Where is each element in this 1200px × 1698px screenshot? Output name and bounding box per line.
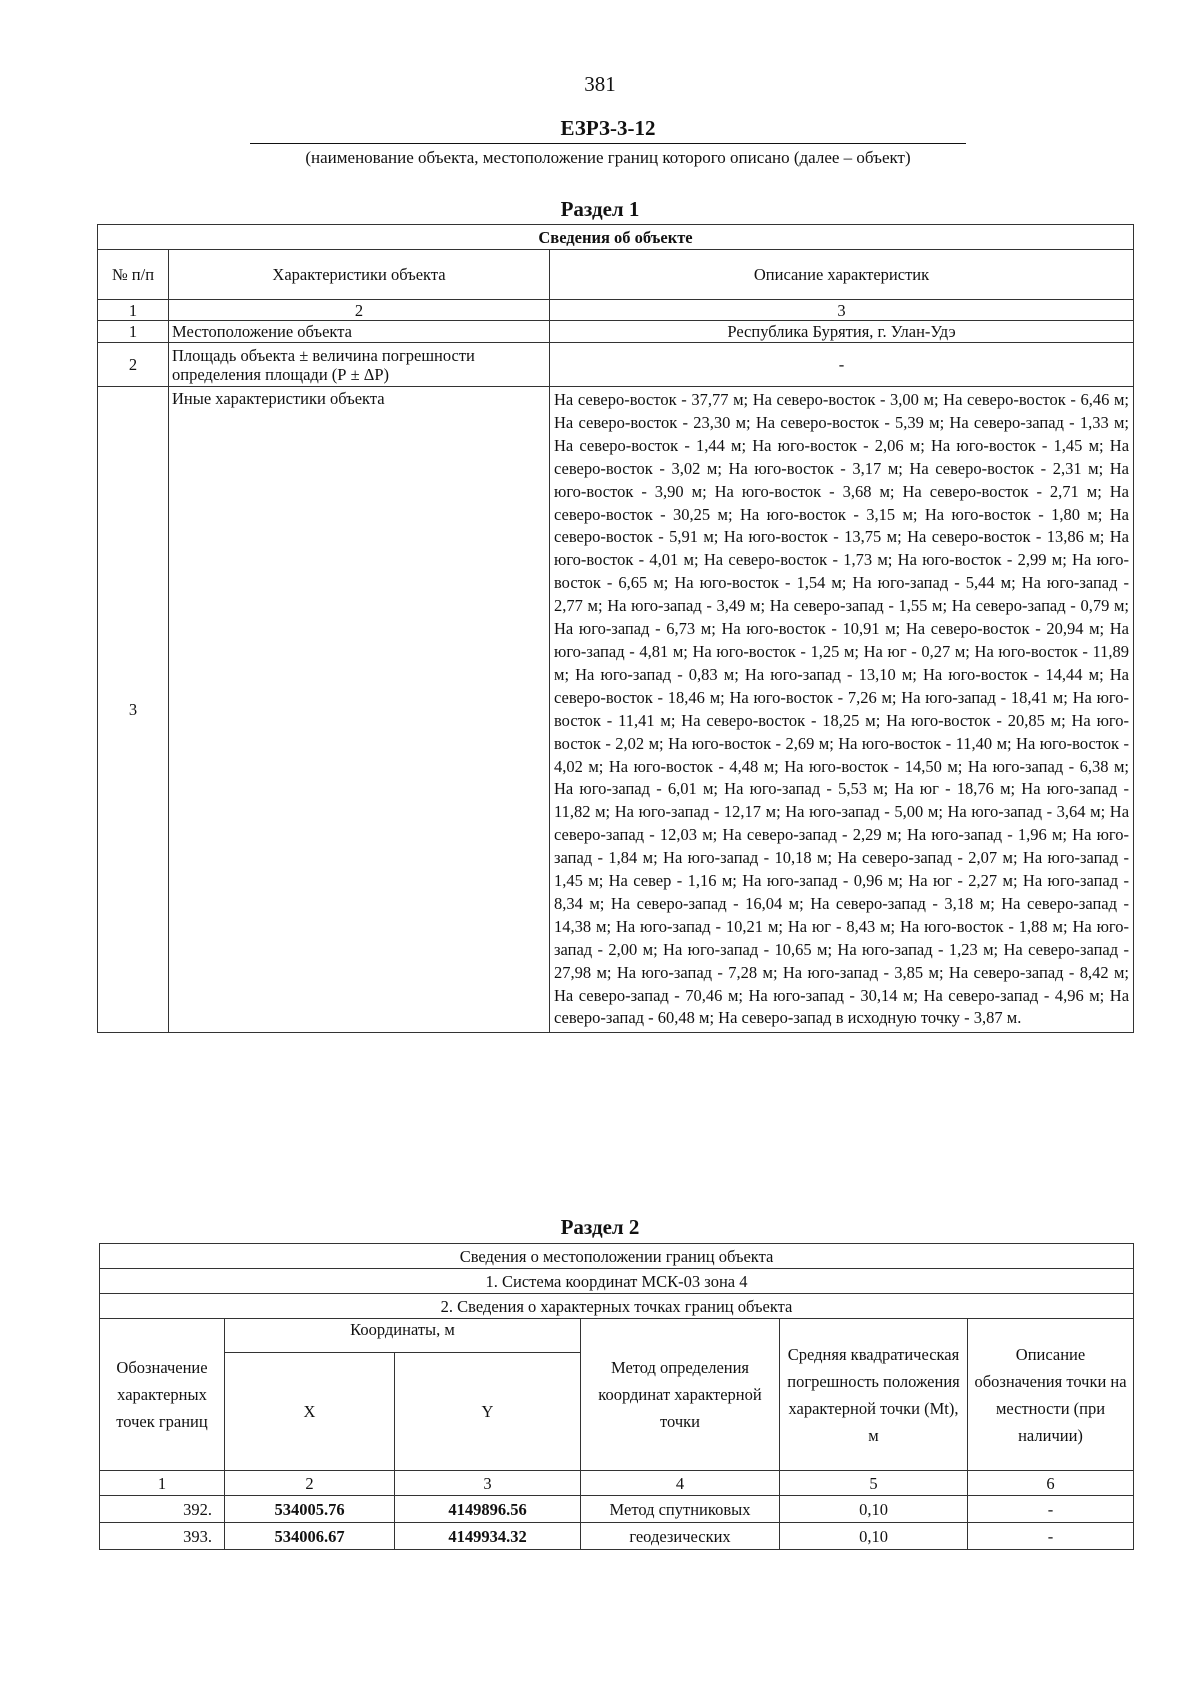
header-error: Средняя квадратическая погрешность положения характерной точки (Mt), м	[780, 1319, 968, 1471]
row-num: 3	[98, 387, 169, 1033]
point-y: 4149896.56	[395, 1496, 581, 1523]
object-caption: (наименование объекта, местоположение границ которого описано (далее – объект)	[305, 148, 911, 167]
table-row	[98, 321, 1134, 343]
col-number-3: 3	[395, 1471, 581, 1496]
point-id: 392.	[100, 1496, 225, 1523]
object-title: ЕЗРЗ-3-12	[250, 116, 966, 144]
point-x: 534006.67	[225, 1523, 395, 1550]
table1-title: Сведения об объекте	[98, 225, 1134, 250]
col-number-2: 2	[169, 300, 550, 321]
row-name: Площадь объекта ± величина погрешности определения площади (Р ± ΔР)	[169, 343, 550, 387]
header-description: Описание характеристик	[550, 250, 1134, 300]
header-x: X	[225, 1353, 395, 1471]
row-value: -	[550, 343, 1134, 387]
table-row	[100, 1496, 1134, 1523]
point-id: 393.	[100, 1523, 225, 1550]
section2-title: Раздел 2	[560, 1215, 640, 1239]
row-value-other-characteristics: На северо-восток - 37,77 м; На северо-восток - 3,00 м; На северо-восток - 6,46 м; На северо-восток - 23,30 м; На северо-восток - 5,39 м; На северо-запад - 1,33 м; На северо-восток - 1,44 м; На юго-восток - 2,06 м; На юго-восток - 1,45 м; На северо-восток - 3,02 м; На юго-восток - 3,17 м; На северо-восток - 2,31 м; На юго-восток - 3,90 м; На юго-восток - 3,68 м; На северо-восток - 2,71 м; На северо-восток - 30,25 м; На юго-восток - 3,15 м; На юго-восток - 1,80 м; На северо-восток - 5,91 м; На юго-восток - 13,75 м; На северо-восток - 13,86 м; На юго-восток - 4,01 м; На северо-восток - 1,73 м; На юго-восток - 2,99 м; На юго-восток - 6,65 м; На юго-восток - 1,54 м; На юго-запад - 5,44 м; На юго-запад - 2,77 м; На юго-запад - 3,49 м; На северо-запад - 1,55 м; На северо-запад - 0,79 м; На юго-запад - 6,73 м; На юго-восток - 10,91 м; На северо-восток - 20,94 м; На юго-запад - 4,81 м; На юго-восток - 1,25 м; На юг - 0,27 м; На юго-восток - 11,89 м; На юго-запад - 0,83 м; На юго-запад - 13,10 м; На юго-восток - 14,44 м; На северо-восток - 18,46 м; На юго-восток - 7,26 м; На юго-запад - 18,41 м; На юго-восток - 11,41 м; На северо-восток - 18,25 м; На юго-восток - 20,85 м; На юго-восток - 2,02 м; На юго-восток - 2,69 м; На юго-восток - 11,40 м; На юго-восток - 4,02 м; На юго-восток - 4,48 м; На юго-восток - 14,50 м; На юго-запад - 6,38 м; На юго-запад - 6,01 м; На юго-запад - 5,53 м; На юг - 18,76 м; На юго-запад - 11,82 м; На юго-запад - 12,17 м; На юго-запад - 5,00 м; На юго-запад - 3,64 м; На северо-запад - 12,03 м; На северо-запад - 2,29 м; На юго-запад - 1,96 м; На юго-запад - 1,84 м; На юго-запад - 10,18 м; На северо-запад - 2,07 м; На юго-запад - 1,45 м; На север - 1,16 м; На юго-запад - 0,96 м; На юг - 2,27 м; На юго-запад - 8,34 м; На северо-запад - 16,04 м; На северо-запад - 3,18 м; На северо-запад - 14,38 м; На юго-запад - 10,21 м; На юг - 8,43 м; На юго-восток - 1,88 м; На юго-запад - 2,00 м; На юго-запад - 10,65 м; На юго-запад - 1,23 м; На северо-запад - 27,98 м; На юго-запад - 7,28 м; На юго-запад - 3,85 м; На северо-запад - 8,42 м; На северо-запад - 70,46 м; На юго-запад - 30,14 м; На северо-запад - 4,96 м; На северо-запад - 60,48 м; На северо-запад в исходную точку - 3,87 м.	[550, 387, 1134, 1033]
col-number-1: 1	[98, 300, 169, 321]
row-value: Республика Бурятия, г. Улан-Удэ	[550, 321, 1134, 343]
col-number-5: 5	[780, 1471, 968, 1496]
point-description: -	[968, 1496, 1134, 1523]
section1-title: Раздел 1	[560, 197, 640, 221]
col-number-3: 3	[550, 300, 1134, 321]
table-row	[98, 343, 1134, 387]
header-num: № п/п	[98, 250, 169, 300]
table2-title: Сведения о местоположении границ объекта	[100, 1244, 1134, 1269]
col-number-4: 4	[581, 1471, 780, 1496]
table-row	[100, 1523, 1134, 1550]
header-characteristic: Характеристики объекта	[169, 250, 550, 300]
header-designation: Обозначение характерных точек границ	[100, 1319, 225, 1471]
point-x: 534005.76	[225, 1496, 395, 1523]
point-description: -	[968, 1523, 1134, 1550]
page-number: 381	[584, 72, 616, 96]
boundary-points-table	[99, 1243, 1134, 1550]
table-row	[98, 387, 1134, 1033]
point-method: Метод спутниковых	[581, 1496, 780, 1523]
row-name: Иные характеристики объекта	[169, 387, 550, 1033]
row-name: Местоположение объекта	[169, 321, 550, 343]
points-title: 2. Сведения о характерных точках границ объекта	[100, 1294, 1134, 1319]
point-y: 4149934.32	[395, 1523, 581, 1550]
col-number-2: 2	[225, 1471, 395, 1496]
col-number-1: 1	[100, 1471, 225, 1496]
object-info-table	[97, 224, 1134, 1033]
coord-system: 1. Система координат МСК-03 зона 4	[100, 1269, 1134, 1294]
point-error: 0,10	[780, 1496, 968, 1523]
header-y: Y	[395, 1353, 581, 1471]
header-method: Метод определения координат характерной точки	[581, 1319, 780, 1471]
point-error: 0,10	[780, 1523, 968, 1550]
col-number-6: 6	[968, 1471, 1134, 1496]
row-num: 2	[98, 343, 169, 387]
header-point-description: Описание обозначения точки на местности (при наличии)	[968, 1319, 1134, 1471]
row-num: 1	[98, 321, 169, 343]
header-coords: Координаты, м	[225, 1319, 581, 1353]
point-method: геодезических	[581, 1523, 780, 1550]
